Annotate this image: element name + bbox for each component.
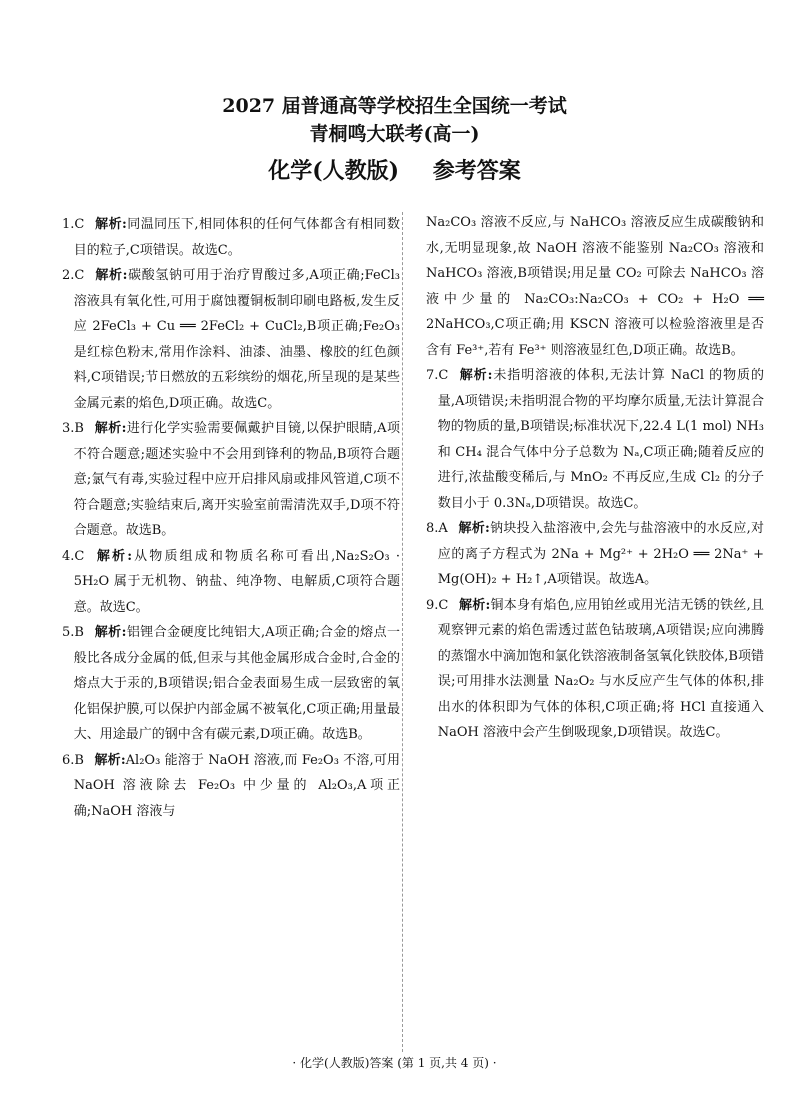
analysis-label: 解析:	[458, 368, 493, 383]
answer-text: 钠块投入盐溶液中,会先与盐溶液中的水反应,对应的离子方程式为 2Na + Mg²⁺ + 2H₂O ══ 2Na⁺ + Mg(OH)₂ + H₂↑,A项错误。故选A。	[437, 521, 764, 587]
answer-item-7	[426, 363, 764, 516]
answer-number: 6.B	[62, 752, 84, 768]
answer-text: 碳酸氢钠可用于治疗胃酸过多,A项正确;FeCl₃ 溶液具有氧化性,可用于腐蚀覆铜板制印刷电路板,发生反应 2FeCl₃ + Cu ══ 2FeCl₂ + CuCl₂,B项正确;Fe₂O₃ 是红棕色粉末,常用作涂料、油漆、油墨、橡胶的红色颜料,C项错误;节日燃放的五彩缤纷的烟花,所呈现的是某些金属元素的焰色,D项正确。故选C。	[73, 268, 400, 411]
answer-6-continuation: Na₂CO₃ 溶液不反应,与 NaHCO₃ 溶液反应生成碳酸钠和水,无明显现象,故 NaOH 溶液不能鉴别 Na₂CO₃ 溶液和 NaHCO₃ 溶液,B项错误;用足量 CO₂ 可除去 NaHCO₃ 溶液中少量的 Na₂CO₃:Na₂CO₃ + CO₂ + H₂O ══ 2NaHCO₃,C项正确;用 KSCN 溶液可以检验溶液里是否含有 Fe³⁺,若有 Fe³⁺ 则溶液显红色,D项正确。故选B。	[426, 215, 764, 358]
exam-subtitle: 青桐鸣大联考(高一)	[309, 123, 480, 145]
answer-number: 7.C	[426, 368, 449, 383]
exam-title: 2027 届普通高等学校招生全国统一考试	[222, 95, 567, 117]
column-divider	[402, 212, 403, 1052]
answer-item-5	[62, 620, 400, 748]
answer-text: 铝锂合金硬度比纯铝大,A项正确;合金的熔点一般比各成分金属的低,但汞与其他金属形成合金时,合金的熔点大于汞的,B项错误;铝合金表面易生成一层致密的氧化铝保护膜,可以保护内部金属不被氧化,C项正确;用量最大、用途最广的钢中含有碳元素,D项正确。故选B。	[73, 625, 400, 742]
answer-number: 8.A	[426, 521, 448, 536]
page-footer: · 化学(人教版)答案 (第 1 页,共 4 页) ·	[292, 1056, 497, 1070]
answer-item-2	[62, 263, 400, 416]
answer-text: 未指明溶液的体积,无法计算 NaCl 的物质的量,A项错误;未指明混合物的平均摩尔质量,无法计算混合物的物质的量,B项错误;标准状况下,22.4 L(1 mol) NH₃ 和 CH₄ 混合气体中分子总数为 Nₐ,C项正确;随着反应的进行,浓盐酸变稀后,与 MnO₂ 不再反应,生成 Cl₂ 的分子数目小于 0.3Nₐ,D项错误。故选C。	[437, 368, 764, 511]
analysis-label: 解析:	[94, 625, 127, 640]
analysis-label: 解析:	[458, 521, 490, 536]
answer-text: 同温同压下,相同体积的任何气体都含有相同数目的粒子,C项错误。故选C。	[73, 217, 400, 258]
analysis-label: 解析:	[94, 268, 128, 283]
answer-item-9	[426, 593, 764, 746]
answer-item-3	[62, 416, 400, 544]
analysis-label: 解析:	[94, 217, 127, 232]
answer-number: 4.C	[62, 548, 85, 564]
answer-number: 2.C	[62, 268, 85, 283]
analysis-label: 解析:	[94, 548, 132, 564]
answer-item-8	[426, 516, 764, 593]
analysis-label: 解析:	[94, 752, 126, 768]
answer-number: 9.C	[426, 597, 449, 613]
subject-heading	[0, 152, 789, 190]
subject-name: 化学(人教版)	[268, 158, 400, 184]
answer-text: 进行化学实验需要佩戴护目镜,以保护眼睛,A项不符合题意;题述实验中不会用到锋利的物品,B项符合题意;氯气有毒,实验过程中应开启排风扇或排风管道,C项不符合题意;实验结束后,离开实验室前需清洗双手,D项不符合题意。故选B。	[73, 421, 400, 538]
answer-item-4	[62, 544, 400, 621]
analysis-label: 解析:	[458, 597, 491, 613]
answer-item-1	[62, 212, 400, 263]
answer-number: 5.B	[62, 625, 84, 640]
left-column	[62, 212, 400, 824]
answer-number: 1.C	[62, 217, 85, 232]
answer-text: 从物质组成和物质名称可看出,Na₂S₂O₃ · 5H₂O 属于无机物、钠盐、纯净物、电解质,C项符合题意。故选C。	[73, 548, 400, 615]
right-column	[426, 210, 764, 746]
answer-text: Al₂O₃ 能溶于 NaOH 溶液,而 Fe₂O₃ 不溶,可用 NaOH 溶液除去 Fe₂O₃ 中少量的 Al₂O₃,A项正确;NaOH 溶液与	[73, 752, 400, 819]
answer-key-label: 参考答案	[432, 158, 521, 184]
analysis-label: 解析:	[94, 421, 127, 436]
answer-item-6	[62, 748, 400, 825]
answer-number: 3.B	[62, 421, 84, 436]
document-header	[0, 92, 789, 190]
answer-text: 铜本身有焰色,应用铂丝或用光洁无锈的铁丝,且观察钾元素的焰色需透过蓝色钴玻璃,A项错误;应向沸腾的蒸馏水中滴加饱和氯化铁溶液制备氢氧化铁胶体,B项错误;可用排水法测量 Na₂O₂ 与水反应产生气体的体积,排出水的体积即为气体的体积,C项正确;将 HCl 直接通入 NaOH 溶液中会产生倒吸现象,D项错误。故选C。	[437, 597, 764, 740]
